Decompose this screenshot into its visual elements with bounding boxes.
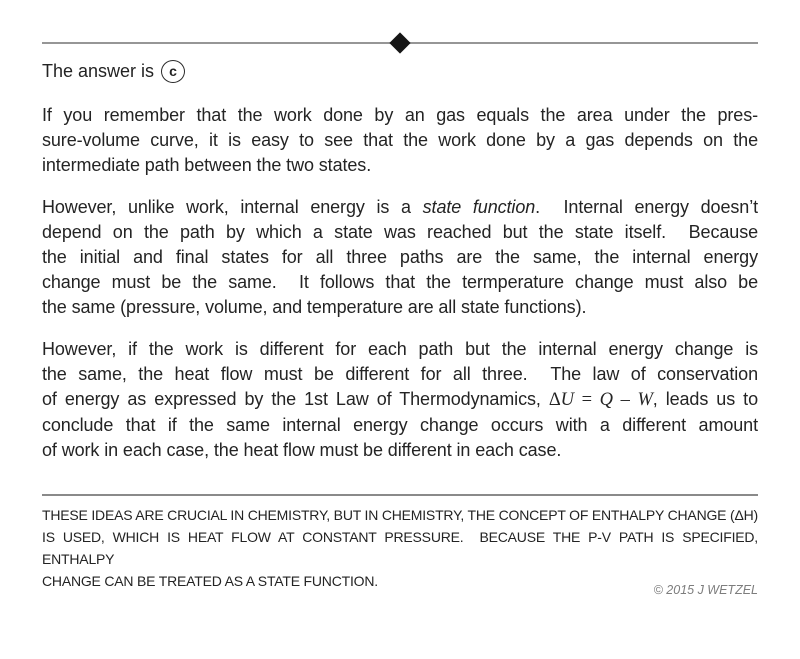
math-operator: = — [573, 390, 600, 410]
paragraph-line — [42, 220, 758, 245]
paragraph-line — [42, 103, 758, 128]
text-segment: the same (pressure, volume, and temperature are all state functions). — [42, 297, 587, 317]
paragraph-line — [42, 337, 758, 362]
text-segment: of energy as expressed by the 1st Law of Thermodynamics, — [42, 389, 549, 409]
diamond-icon — [389, 32, 410, 53]
text-segment: , leads us to — [652, 389, 758, 409]
text-segment: depend on the path by which a state was reached but the state itself. Because — [42, 222, 758, 242]
math-variable: W — [637, 390, 653, 410]
paragraph-line — [42, 128, 758, 153]
paragraph-line — [42, 387, 758, 413]
paragraph-line — [42, 270, 758, 295]
paragraph-line — [42, 413, 758, 438]
footnote-line — [42, 526, 758, 570]
text-segment: CHANGE CAN BE TREATED AS A STATE FUNCTION. — [42, 573, 378, 589]
italic-term: state function — [422, 197, 536, 217]
top-divider — [42, 42, 758, 44]
paragraph-line — [42, 438, 758, 463]
paragraph-line — [42, 245, 758, 270]
paragraph-line — [42, 195, 758, 220]
text-segment: IS USED, WHICH IS HEAT FLOW AT CONSTANT PRESSURE. BECAUSE THE P-V PATH IS SPECIFIED, ENTHALPY — [42, 529, 758, 567]
text-segment: If you remember that the work done by an gas equals the area under the pres- — [42, 105, 758, 125]
math-variable: Q — [599, 390, 613, 410]
text-segment: sure-volume curve, it is easy to see that the work done by a gas depends on the — [42, 130, 758, 150]
paragraph — [42, 337, 758, 463]
footnote-line — [42, 504, 758, 526]
explanation-body — [42, 103, 758, 463]
text-segment: . Internal energy doesn’t — [535, 197, 758, 217]
text-segment: the initial and final states for all three paths are the same, the internal energy — [42, 247, 758, 267]
paragraph — [42, 195, 758, 320]
answer-line — [42, 59, 758, 83]
text-segment: the same, the heat flow must be different for all three. The law of conservation — [42, 364, 758, 384]
paragraph-line — [42, 362, 758, 387]
chemistry-footnote — [42, 504, 758, 592]
text-segment: However, unlike work, internal energy is a — [42, 197, 423, 217]
answer-letter: c — [169, 63, 177, 79]
math-variable: U — [560, 390, 574, 410]
answer-prefix: The answer is — [42, 61, 155, 81]
text-segment: change must be the same. It follows that the termperature change must also be — [42, 272, 758, 292]
text-segment: of work in each case, the heat flow must be different in each case. — [42, 440, 562, 460]
bottom-divider — [42, 494, 758, 496]
answer-letter-badge — [161, 60, 185, 83]
paragraph-line — [42, 153, 758, 178]
text-segment: conclude that if the same internal energy change occurs with a different amount — [42, 415, 758, 435]
text-segment: intermediate path between the two states. — [42, 155, 372, 175]
text-segment: However, if the work is different for each path but the internal energy change is — [42, 339, 758, 359]
paragraph — [42, 103, 758, 178]
answer-explanation-page — [0, 42, 800, 659]
math-operator: – — [612, 390, 638, 410]
copyright-notice: © 2015 J WETZEL — [653, 583, 758, 597]
math-operator: Δ — [548, 390, 561, 410]
paragraph-line — [42, 295, 758, 320]
text-segment: THESE IDEAS ARE CRUCIAL IN CHEMISTRY, BUT IN CHEMISTRY, THE CONCEPT OF ENTHALPY CHANGE (ΔH) — [42, 507, 758, 523]
